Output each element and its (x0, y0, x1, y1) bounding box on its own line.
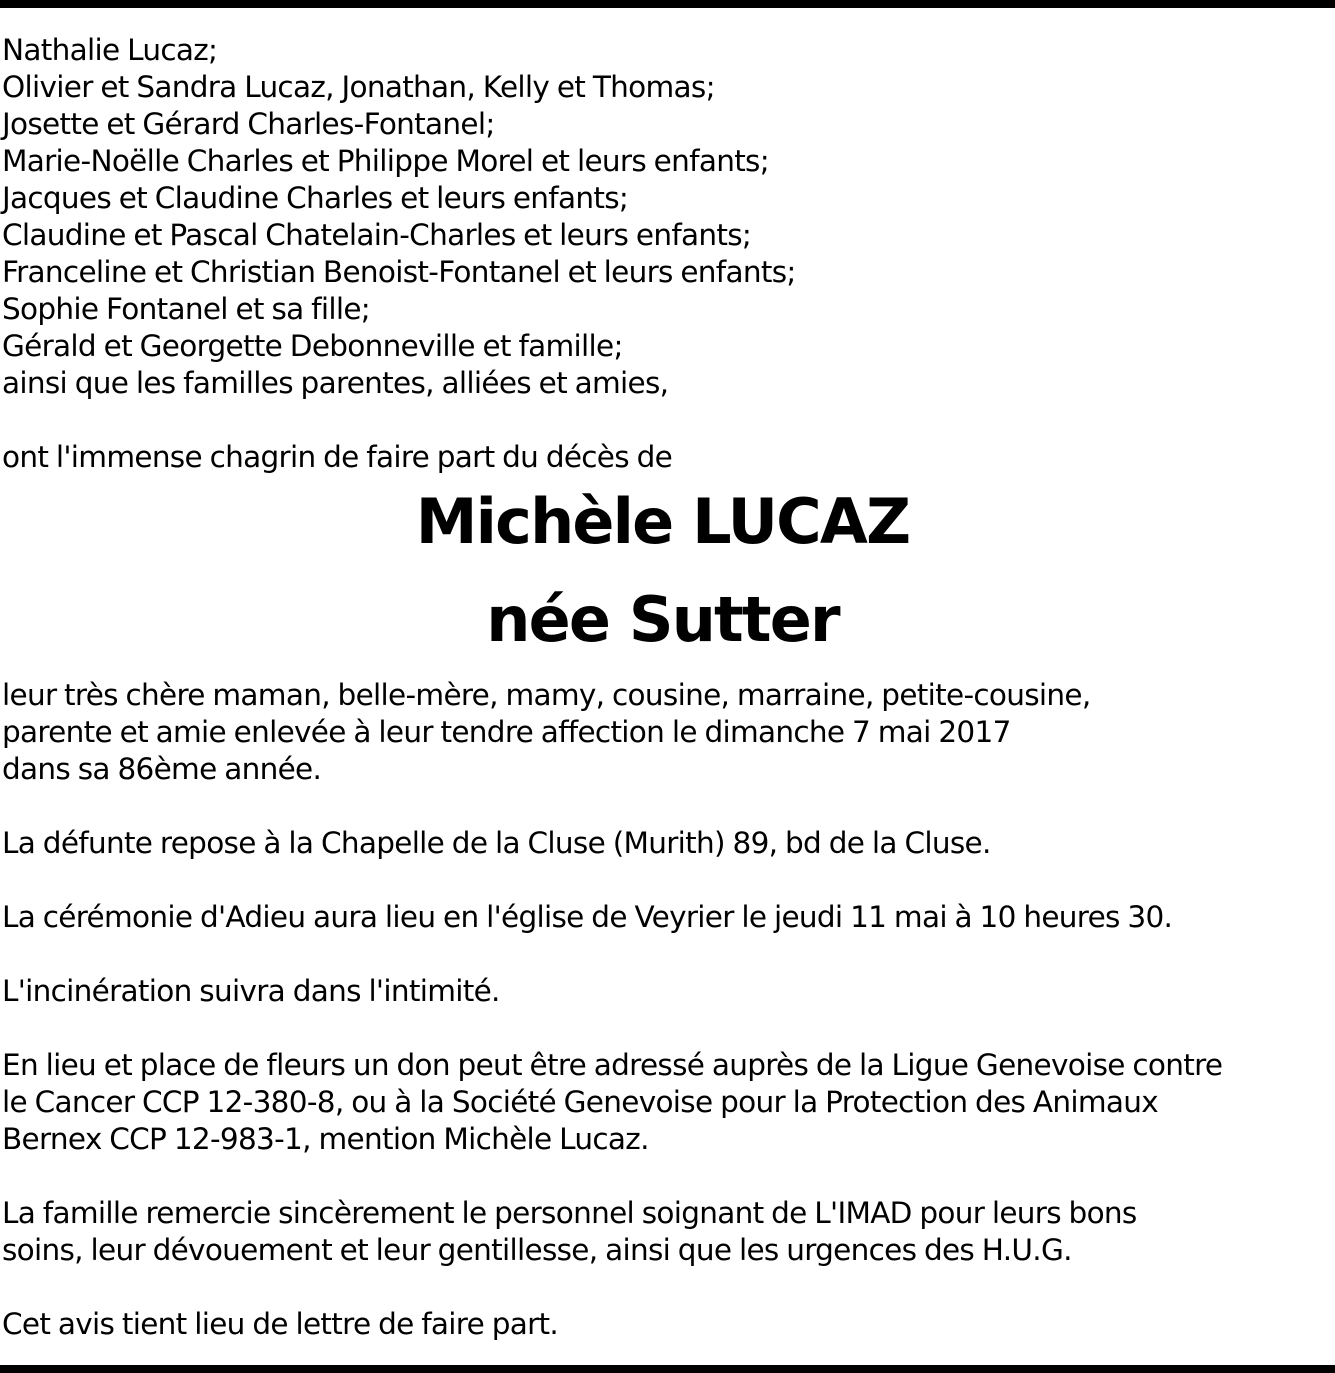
announcement-text: ont l'immense chagrin de faire part du décès de (2, 440, 673, 474)
bottom-rule (0, 1365, 1335, 1373)
spacer (2, 1158, 1327, 1195)
donation-line: Bernex CCP 12-983-1, mention Michèle Lucaz. (2, 1122, 649, 1156)
description-line: parente et amie enlevée à leur tendre affection le dimanche 7 mai 2017 (2, 715, 1011, 749)
spacer (2, 788, 1327, 825)
deceased-maiden-name: née Sutter (486, 583, 839, 656)
spacer (2, 1269, 1327, 1306)
family-line: Olivier et Sandra Lucaz, Jonathan, Kelly et Thomas; (2, 70, 715, 104)
incineration-text: L'incinération suivra dans l'intimité. (2, 974, 500, 1008)
family-line: Sophie Fontanel et sa fille; (2, 292, 371, 326)
donation-line: En lieu et place de fleurs un don peut être adressé auprès de la Ligue Genevoise contre (2, 1048, 1223, 1082)
family-line: Jacques et Claudine Charles et leurs enfants; (2, 181, 629, 215)
ceremony-text: La cérémonie d'Adieu aura lieu en l'église de Veyrier le jeudi 11 mai à 10 heures 30. (2, 900, 1173, 934)
spacer (2, 936, 1327, 973)
thanks-line: soins, leur dévouement et leur gentillesse, ainsi que les urgences des H.U.G. (2, 1233, 1072, 1267)
spacer (2, 402, 1327, 439)
description-paragraph (2, 677, 1327, 788)
spacer (2, 1010, 1327, 1047)
closing-text: Cet avis tient lieu de lettre de faire part. (2, 1307, 559, 1341)
top-rule (0, 0, 1335, 8)
repose-text: La défunte repose à la Chapelle de la Cluse (Murith) 89, bd de la Cluse. (2, 826, 991, 860)
family-line: Franceline et Christian Benoist-Fontanel et leurs enfants; (2, 255, 796, 289)
family-line: Claudine et Pascal Chatelain-Charles et leurs enfants; (2, 218, 752, 252)
deceased-name: Michèle LUCAZ (415, 485, 910, 558)
donation-paragraph (2, 1047, 1327, 1158)
family-line: Josette et Gérard Charles-Fontanel; (2, 107, 495, 141)
family-line: Nathalie Lucaz; (2, 33, 218, 67)
thanks-line: La famille remercie sincèrement le personnel soignant de L'IMAD pour leurs bons (2, 1196, 1137, 1230)
thanks-paragraph (2, 1195, 1327, 1269)
family-list (2, 32, 1327, 402)
donation-line: le Cancer CCP 12-380-8, ou à la Société Genevoise pour la Protection des Animaux (2, 1085, 1159, 1119)
spacer (2, 862, 1327, 899)
family-line: Gérald et Georgette Debonneville et famille; (2, 329, 623, 363)
obituary-notice (2, 32, 1327, 1343)
family-line: Marie-Noëlle Charles et Philippe Morel et leurs enfants; (2, 144, 769, 178)
description-line: leur très chère maman, belle-mère, mamy, cousine, marraine, petite-cousine, (2, 678, 1091, 712)
description-line: dans sa 86ème année. (2, 752, 322, 786)
family-line: ainsi que les familles parentes, alliées et amies, (2, 366, 669, 400)
